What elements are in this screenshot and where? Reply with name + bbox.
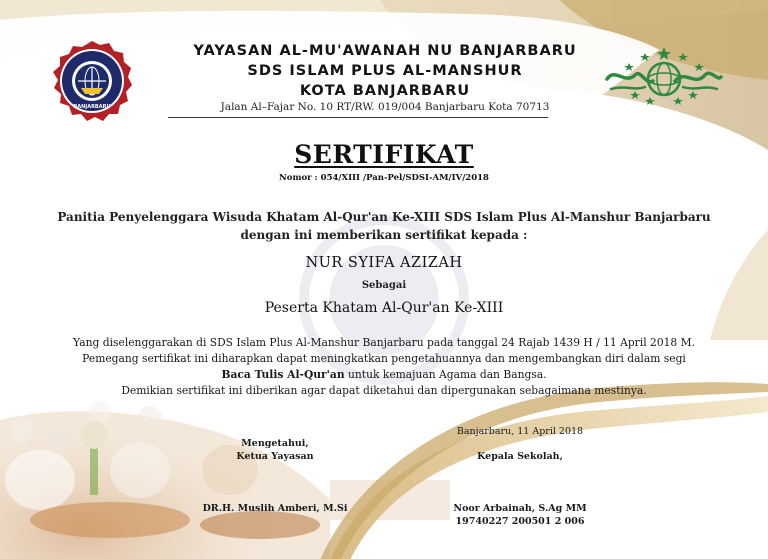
right-signatory-title: Kepala Sekolah, <box>477 451 563 462</box>
school-address: Jalan Al–Fajar No. 10 RT/RW. 019/004 Banjarbaru Kota 70713 <box>220 101 550 113</box>
body-line-3 <box>40 368 728 381</box>
intro-line-2: dengan ini memberikan sertifikat kepada : <box>240 228 528 242</box>
certificate-number: Nomor : 054/XIII /Pan-Pel/SDSI-AM/IV/2018 <box>279 173 489 183</box>
left-signatory-title: Ketua Yayasan <box>236 451 314 462</box>
recipient-role: Peserta Khatam Al-Qur'an Ke-XIII <box>264 300 504 316</box>
left-signatory-label: Mengetahui, <box>241 438 309 449</box>
body-line-1: Yang diselenggarakan di SDS Islam Plus Al-Manshur Banjarbaru pada tanggal 24 Rajab 1439 H / 11 April 2018 M. <box>73 336 695 349</box>
recipient-name: NUR SYIFA AZIZAH <box>305 255 463 271</box>
school-logo-ring-text: BANJARBARU <box>73 104 111 110</box>
certificate-title: SERTIFIKAT <box>294 140 474 169</box>
body-line-2: Pemegang sertifikat ini diharapkan dapat meningkatkan pengetahuannya dan mengembangkan diri dalam segi <box>82 352 686 365</box>
intro-line-1: Panitia Penyelenggara Wisuda Khatam Al-Qur'an Ke-XIII SDS Islam Plus Al-Manshur Banjarbaru <box>57 210 711 224</box>
body-line-4: Demikian sertifikat ini diberikan agar dapat diketahui dan dipergunakan sebagaimana mestinya. <box>121 384 647 397</box>
body-emphasis: Baca Tulis Al-Qur'an <box>221 368 345 381</box>
right-signatory-name: Noor Arbainah, S.Ag MM <box>453 503 587 514</box>
body-line-3-rest: untuk kemajuan Agama dan Bangsa. <box>344 368 547 381</box>
right-signatory-nip: 19740227 200501 2 006 <box>455 516 585 527</box>
left-signatory-name: DR.H. Muslih Amberi, M.Si <box>202 503 348 514</box>
nu-logo <box>605 45 723 105</box>
header-divider <box>168 117 548 118</box>
city-name: KOTA BANJARBARU <box>299 83 471 99</box>
as-label: Sebagai <box>361 280 407 291</box>
place-date: Banjarbaru, 11 April 2018 <box>456 426 584 437</box>
school-name: SDS ISLAM PLUS AL-MANSHUR <box>247 63 523 79</box>
foundation-name: YAYASAN AL-MU'AWANAH NU BANJARBARU <box>193 43 577 59</box>
school-logo <box>51 40 133 122</box>
